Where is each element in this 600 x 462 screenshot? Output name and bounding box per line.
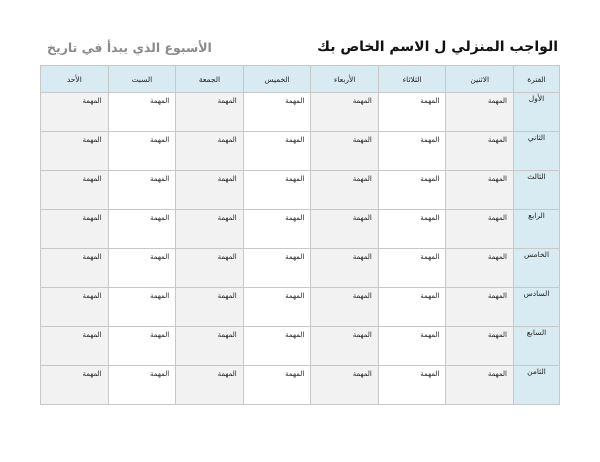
column-header-day: الجمعة	[176, 66, 244, 93]
task-placeholder: المهمة	[217, 214, 237, 222]
task-cell[interactable]	[378, 366, 446, 405]
task-placeholder: المهمة	[217, 175, 237, 183]
table-row	[41, 93, 560, 132]
task-cell[interactable]	[378, 93, 446, 132]
task-placeholder: المهمة	[217, 253, 237, 261]
task-placeholder: المهمة	[487, 214, 507, 222]
task-placeholder: المهمة	[420, 214, 440, 222]
task-cell[interactable]	[108, 132, 176, 171]
task-cell[interactable]	[378, 249, 446, 288]
period-label	[514, 327, 560, 366]
task-cell[interactable]	[41, 132, 109, 171]
task-cell[interactable]	[108, 210, 176, 249]
table-row	[41, 366, 560, 405]
task-cell[interactable]	[243, 132, 311, 171]
task-cell[interactable]	[446, 132, 514, 171]
task-placeholder: المهمة	[150, 331, 170, 339]
task-placeholder: المهمة	[420, 331, 440, 339]
task-placeholder: المهمة	[82, 97, 102, 105]
task-cell[interactable]	[41, 288, 109, 327]
task-placeholder: المهمة	[420, 253, 440, 261]
period-label	[514, 171, 560, 210]
task-cell[interactable]	[243, 327, 311, 366]
task-placeholder: المهمة	[150, 292, 170, 300]
task-cell[interactable]	[108, 288, 176, 327]
task-cell[interactable]	[311, 288, 379, 327]
task-cell[interactable]	[243, 288, 311, 327]
task-placeholder: المهمة	[487, 292, 507, 300]
task-placeholder: المهمة	[285, 136, 305, 144]
period-label-text: الخامس	[523, 250, 550, 259]
task-placeholder: المهمة	[352, 331, 372, 339]
task-cell[interactable]	[311, 327, 379, 366]
task-placeholder: المهمة	[217, 370, 237, 378]
task-placeholder: المهمة	[352, 253, 372, 261]
period-label-text: الثاني	[527, 133, 546, 142]
period-label	[514, 132, 560, 171]
task-cell[interactable]	[176, 171, 244, 210]
task-placeholder: المهمة	[285, 253, 305, 261]
task-cell[interactable]	[176, 288, 244, 327]
task-cell[interactable]	[243, 171, 311, 210]
task-placeholder: المهمة	[487, 175, 507, 183]
task-cell[interactable]	[378, 327, 446, 366]
period-label-text: الثالث	[527, 172, 546, 181]
task-placeholder: المهمة	[352, 97, 372, 105]
task-cell[interactable]	[108, 366, 176, 405]
task-cell[interactable]	[243, 93, 311, 132]
task-placeholder: المهمة	[487, 370, 507, 378]
task-placeholder: المهمة	[82, 292, 102, 300]
period-label-text: السادس	[523, 289, 550, 298]
task-placeholder: المهمة	[352, 136, 372, 144]
task-placeholder: المهمة	[285, 292, 305, 300]
task-cell[interactable]	[41, 171, 109, 210]
task-cell[interactable]	[446, 171, 514, 210]
period-label	[514, 210, 560, 249]
task-placeholder: المهمة	[285, 214, 305, 222]
task-placeholder: المهمة	[420, 370, 440, 378]
task-cell[interactable]	[176, 132, 244, 171]
column-header-day: الأربعاء	[311, 66, 379, 93]
task-placeholder: المهمة	[352, 175, 372, 183]
task-cell[interactable]	[176, 249, 244, 288]
task-cell[interactable]	[378, 288, 446, 327]
task-placeholder: المهمة	[82, 253, 102, 261]
task-cell[interactable]	[446, 249, 514, 288]
period-label-text: الأول	[528, 94, 545, 103]
task-cell[interactable]	[378, 132, 446, 171]
task-cell[interactable]	[446, 288, 514, 327]
task-placeholder: المهمة	[150, 97, 170, 105]
task-placeholder: المهمة	[285, 97, 305, 105]
table-row	[41, 327, 560, 366]
task-placeholder: المهمة	[150, 136, 170, 144]
task-placeholder: المهمة	[487, 136, 507, 144]
task-placeholder: المهمة	[420, 292, 440, 300]
task-cell[interactable]	[108, 93, 176, 132]
period-label	[514, 249, 560, 288]
task-cell[interactable]	[311, 171, 379, 210]
task-cell[interactable]	[311, 132, 379, 171]
task-placeholder: المهمة	[420, 136, 440, 144]
period-label	[514, 93, 560, 132]
week-start-subtitle: الأسبوع الذي يبدأ في تاريخ	[47, 40, 212, 55]
task-cell[interactable]	[243, 366, 311, 405]
table-row	[41, 210, 560, 249]
task-placeholder: المهمة	[150, 370, 170, 378]
task-placeholder: المهمة	[352, 214, 372, 222]
task-cell[interactable]	[176, 327, 244, 366]
period-label	[514, 366, 560, 405]
task-cell[interactable]	[243, 249, 311, 288]
column-header-period: الفترة	[514, 66, 560, 93]
task-placeholder: المهمة	[150, 214, 170, 222]
task-cell[interactable]	[446, 210, 514, 249]
task-placeholder: المهمة	[352, 370, 372, 378]
task-cell[interactable]	[311, 93, 379, 132]
task-placeholder: المهمة	[352, 292, 372, 300]
task-cell[interactable]	[446, 366, 514, 405]
task-placeholder: المهمة	[82, 331, 102, 339]
column-header-day: السبت	[108, 66, 176, 93]
task-placeholder: المهمة	[285, 331, 305, 339]
column-header-day: الخميس	[243, 66, 311, 93]
period-label-text: الرابع	[528, 211, 545, 220]
task-placeholder: المهمة	[82, 136, 102, 144]
task-cell[interactable]	[108, 327, 176, 366]
task-placeholder: المهمة	[217, 97, 237, 105]
task-cell[interactable]	[41, 93, 109, 132]
task-cell[interactable]	[108, 171, 176, 210]
homework-table	[40, 65, 560, 405]
task-cell[interactable]	[41, 366, 109, 405]
period-label-text: السابع	[526, 328, 547, 337]
task-placeholder: المهمة	[285, 175, 305, 183]
task-cell[interactable]	[446, 93, 514, 132]
table-row	[41, 171, 560, 210]
task-placeholder: المهمة	[217, 136, 237, 144]
task-cell[interactable]	[176, 366, 244, 405]
task-cell[interactable]	[446, 327, 514, 366]
table-row	[41, 249, 560, 288]
period-label	[514, 288, 560, 327]
task-placeholder: المهمة	[487, 331, 507, 339]
task-placeholder: المهمة	[487, 97, 507, 105]
task-placeholder: المهمة	[82, 175, 102, 183]
task-placeholder: المهمة	[285, 370, 305, 378]
task-placeholder: المهمة	[150, 253, 170, 261]
period-label-text: الثامن	[527, 367, 546, 376]
task-placeholder: المهمة	[487, 253, 507, 261]
task-cell[interactable]	[378, 210, 446, 249]
task-cell[interactable]	[311, 366, 379, 405]
task-cell[interactable]	[41, 327, 109, 366]
table-row	[41, 288, 560, 327]
table-header-row	[41, 66, 560, 93]
task-cell[interactable]	[243, 210, 311, 249]
task-cell[interactable]	[176, 210, 244, 249]
task-cell[interactable]	[41, 249, 109, 288]
task-placeholder: المهمة	[150, 175, 170, 183]
task-cell[interactable]	[108, 249, 176, 288]
task-cell[interactable]	[176, 93, 244, 132]
task-placeholder: المهمة	[217, 331, 237, 339]
task-placeholder: المهمة	[420, 97, 440, 105]
column-header-day: الأحد	[41, 66, 109, 93]
task-placeholder: المهمة	[420, 175, 440, 183]
task-cell[interactable]	[311, 249, 379, 288]
task-placeholder: المهمة	[217, 292, 237, 300]
column-header-day: الاثنين	[446, 66, 514, 93]
task-cell[interactable]	[378, 171, 446, 210]
task-cell[interactable]	[311, 210, 379, 249]
column-header-day: الثلاثاء	[378, 66, 446, 93]
table-row	[41, 132, 560, 171]
task-placeholder: المهمة	[82, 214, 102, 222]
page-title: الواجب المنزلي ل الاسم الخاص بك	[317, 39, 558, 55]
task-cell[interactable]	[41, 210, 109, 249]
task-placeholder: المهمة	[82, 370, 102, 378]
